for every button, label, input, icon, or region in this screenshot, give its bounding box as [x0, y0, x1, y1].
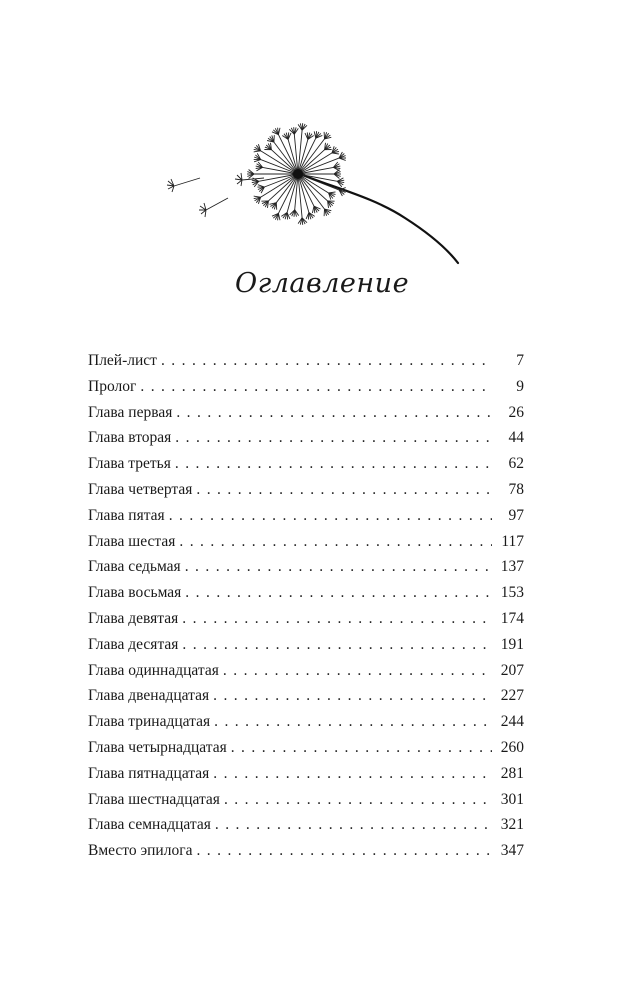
- toc-entry[interactable]: [88, 529, 524, 555]
- toc-entry-label: Глава восьмая: [88, 584, 182, 602]
- toc-entry[interactable]: [88, 554, 524, 580]
- toc-entry[interactable]: [88, 735, 524, 761]
- toc-entry[interactable]: [88, 400, 524, 426]
- toc-entry-page-number: 78: [508, 480, 524, 498]
- dot-leader: [224, 787, 492, 813]
- dot-leader: [196, 477, 492, 503]
- toc-entry-page-number: 321: [500, 816, 524, 834]
- toc-entry-page-number: 281: [500, 764, 524, 782]
- toc-entry-label: Глава одиннадцатая: [88, 661, 219, 679]
- toc-entry-page-number: 174: [500, 609, 524, 627]
- toc-entry[interactable]: [88, 683, 524, 709]
- toc-entry[interactable]: [88, 606, 524, 632]
- dot-leader: [176, 400, 492, 426]
- toc-entry-label: Глава тринадцатая: [88, 713, 211, 731]
- dot-leader: [214, 709, 492, 735]
- toc-entry-label: Пролог: [88, 377, 137, 395]
- toc-entry[interactable]: [88, 812, 524, 838]
- dot-leader: [213, 683, 492, 709]
- toc-entry-label: Глава первая: [88, 403, 173, 421]
- dot-leader: [185, 554, 492, 580]
- toc-entry-page-number: 191: [500, 635, 524, 653]
- toc-entry-page-number: 347: [500, 842, 524, 860]
- toc-entry-label: Глава пятая: [88, 506, 165, 524]
- toc-entry-page-number: 97: [508, 506, 524, 524]
- toc-entry-label: Глава вторая: [88, 429, 172, 447]
- toc-entry-page-number: 7: [516, 352, 524, 369]
- toc-entry-label: Глава четвертая: [88, 480, 193, 498]
- toc-entry[interactable]: [88, 580, 524, 606]
- dot-leader: [161, 348, 492, 374]
- toc-entry-page-number: 44: [508, 429, 524, 447]
- page-title: Оглавление: [234, 268, 410, 299]
- toc-entry[interactable]: [88, 374, 524, 400]
- toc-entry[interactable]: [88, 761, 524, 787]
- toc-entry[interactable]: [88, 477, 524, 503]
- toc-entry-page-number: 227: [500, 687, 524, 705]
- dot-leader: [182, 606, 492, 632]
- table-of-contents: [88, 348, 524, 864]
- toc-entry-page-number: 62: [508, 455, 524, 473]
- toc-entry[interactable]: [88, 658, 524, 684]
- toc-entry-page-number: 137: [500, 558, 524, 576]
- toc-entry[interactable]: [88, 451, 524, 477]
- toc-entry[interactable]: [88, 425, 524, 451]
- toc-entry-label: Плей-лист: [88, 352, 157, 369]
- toc-entry-label: Глава четырнадцатая: [88, 738, 227, 756]
- toc-entry-page-number: 244: [500, 713, 524, 731]
- dot-leader: [175, 451, 492, 477]
- toc-entry-page-number: 301: [500, 790, 524, 808]
- dot-leader: [213, 761, 492, 787]
- toc-entry[interactable]: [88, 632, 524, 658]
- toc-entry[interactable]: [88, 348, 524, 374]
- dot-leader: [185, 580, 492, 606]
- dot-leader: [182, 632, 492, 658]
- dandelion-icon: [160, 120, 470, 270]
- toc-entry-label: Глава десятая: [88, 635, 179, 653]
- toc-entry-label: Глава девятая: [88, 609, 179, 627]
- toc-entry[interactable]: [88, 787, 524, 813]
- toc-entry-label: Глава пятнадцатая: [88, 764, 210, 782]
- dot-leader: [175, 425, 492, 451]
- toc-entry-page-number: 207: [500, 661, 524, 679]
- dot-leader: [179, 529, 492, 555]
- toc-entry-label: Глава шестнадцатая: [88, 790, 220, 808]
- toc-entry-label: Глава третья: [88, 455, 171, 473]
- toc-entry[interactable]: [88, 503, 524, 529]
- dot-leader: [196, 838, 492, 864]
- toc-entry-page-number: 9: [516, 377, 524, 395]
- toc-entry-page-number: 260: [500, 738, 524, 756]
- toc-entry-label: Глава двенадцатая: [88, 687, 210, 705]
- dot-leader: [223, 658, 492, 684]
- toc-entry-page-number: 153: [500, 584, 524, 602]
- dot-leader: [140, 374, 492, 400]
- toc-entry-page-number: 117: [501, 532, 524, 550]
- toc-entry-label: Глава шестая: [88, 532, 176, 550]
- dot-leader: [169, 503, 492, 529]
- toc-entry[interactable]: [88, 709, 524, 735]
- toc-entry-label: Глава седьмая: [88, 558, 181, 576]
- toc-entry-label: Глава семнадцатая: [88, 816, 211, 834]
- dot-leader: [231, 735, 492, 761]
- dot-leader: [215, 812, 492, 838]
- toc-entry[interactable]: [88, 838, 524, 864]
- toc-entry-label: Вместо эпилога: [88, 842, 193, 860]
- toc-entry-page-number: 26: [508, 403, 524, 421]
